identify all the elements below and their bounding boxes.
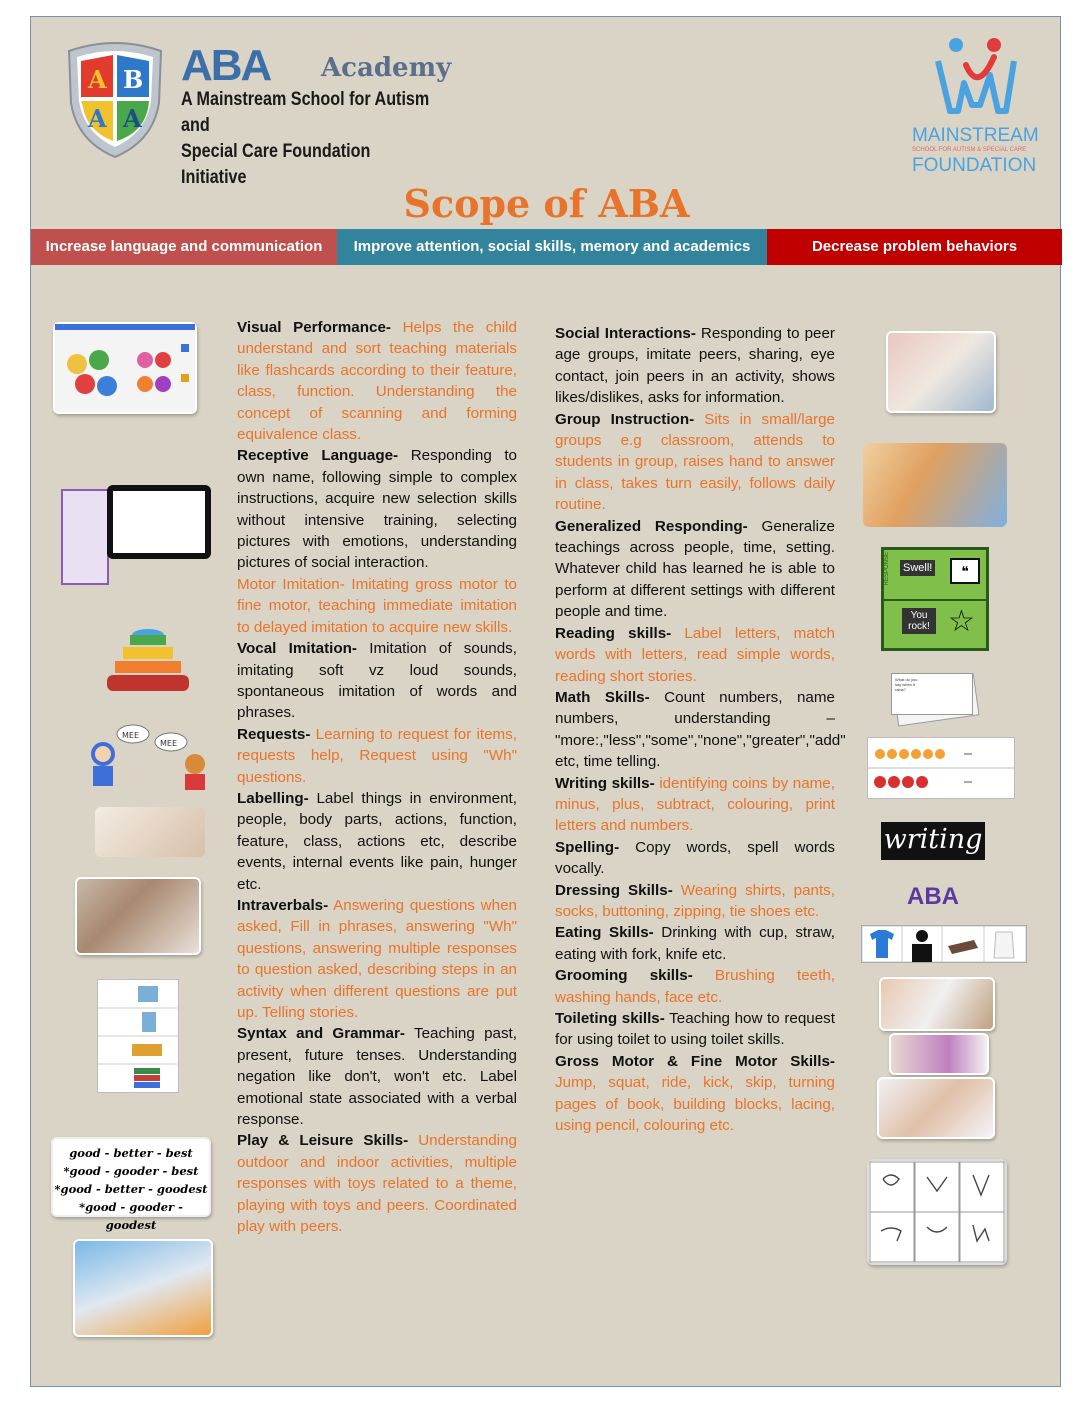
aba-label: ABA <box>907 883 959 910</box>
question-card-text: What do you say when it rains? <box>895 677 918 692</box>
tagline-line-1: A Mainstream School for Autism and <box>181 89 430 136</box>
skill-play-leisure: Play & Leisure Skills- Understanding outdoor and indoor activities, multiple responses with toys related to a theme, playing with toys and peers. Coordinated play with peers. <box>237 1132 517 1236</box>
brushing-teeth-image <box>889 1033 989 1075</box>
grammar-card <box>51 1137 211 1232</box>
skill-receptive-language: Receptive Language- Responding to own name, following simple to complex instructions, acquire new selection skills without intensive training, selecting pictures with emotions, understanding pictures of social interaction. <box>237 447 518 572</box>
skill-motor-imitation: Motor Imitation- Imitating gross motor to fine motor, teaching immediate imitation to delayed imitation to acquire new skills. <box>237 575 518 636</box>
skill-writing: Writing skills- identifying coins by name, minus, plus, subtract, colouring, print letters and numbers. <box>555 774 835 835</box>
aba-academy-wordmark <box>181 41 471 91</box>
vocal-imitation-image <box>85 722 215 792</box>
eating-image <box>879 977 995 1031</box>
band-language: Increase language and communication <box>31 229 337 265</box>
counting-apples-image <box>867 737 1015 799</box>
skill-vocal-imitation: Vocal Imitation- Imitation of sounds, imitating soft vz loud sounds, spontaneous imitation of words and phrases. <box>237 640 517 722</box>
bubble-2: MEE <box>160 739 178 748</box>
grammar-line-4: *good - gooder - goodest <box>79 1200 183 1232</box>
left-skill-column <box>237 317 517 1237</box>
star-icon: ☆ <box>948 605 975 638</box>
writing-sign: writing <box>881 822 985 860</box>
you-rock-card: You rock! <box>902 608 936 634</box>
social-play-image <box>886 331 996 413</box>
intraverbal-cards-image <box>97 979 179 1093</box>
skill-motor: Gross Motor & Fine Motor Skills- Jump, squat, ride, kick, skip, turning pages of book, building blocks, lacing, using pencil, colouring etc. <box>555 1052 835 1135</box>
shield-letter-2: B <box>123 65 144 94</box>
question-cards-image <box>887 669 979 723</box>
band-attention: Improve attention, social skills, memory and academics <box>337 229 767 265</box>
bubble-1: MEE <box>122 731 140 740</box>
brand-word: Academy <box>321 53 452 83</box>
skill-social-interactions: Social Interactions- Responding to peer age groups, imitate peers, sharing, eye contact, join peers in an activity, shows likes/dislikes, asks for information. <box>555 325 835 407</box>
skill-math: Math Skills- Count numbers, name numbers, understanding – "more:,"less","some","none","greater","add" etc, time telling. <box>555 688 846 771</box>
skill-grooming: Grooming skills- Brushing teeth, washing hands, face etc. <box>555 967 835 1006</box>
band-behaviors: Decrease problem behaviors <box>767 229 1062 265</box>
response-cards-image <box>881 547 989 651</box>
people-icon <box>906 35 1046 121</box>
response-side-label: RESPONSE <box>884 552 890 586</box>
tagline <box>181 87 436 191</box>
skill-requests: Requests- Learning to request for items, requests help, Request using "Wh" questions. <box>237 725 517 786</box>
brand-mark: ABA <box>181 41 271 90</box>
skill-labelling: Labelling- Label things in environment, people, body parts, actions, function, feature, class, actions etc, describe events, internal events like pain, hunger etc. <box>237 789 517 893</box>
washing-hands-image <box>877 1077 995 1139</box>
skill-intraverbals: Intraverbals- Answering questions when asked, Fill in phrases, answering "Wh" questions, answering multiple responses to question asked, describing steps in an activity when different questions are put up. Telling stories. <box>237 896 517 1021</box>
right-skill-column <box>555 323 846 1136</box>
skill-reading: Reading skills- Label letters, match words with letters, read simple words, reading short stories. <box>555 624 835 685</box>
speech-bubble-icon: ❝ <box>950 558 980 584</box>
poster <box>30 16 1061 1387</box>
toys-image <box>73 1239 213 1337</box>
stacking-rings-image <box>103 625 193 695</box>
shield-letter-4: A <box>123 104 142 133</box>
balloon-flashcard-image <box>53 322 197 414</box>
skill-dressing: Dressing Skills- Wearing shirts, pants, socks, buttoning, zipping, tie shoes etc. <box>555 881 835 920</box>
motor-skills-chart-image <box>867 1159 1007 1265</box>
grammar-line-3: *good - better - goodest <box>54 1182 208 1196</box>
tablet-cards-image <box>61 479 213 587</box>
children-labelling-image <box>75 877 201 955</box>
swell-card: Swell! <box>900 560 935 576</box>
skill-spelling: Spelling- Copy words, spell words vocally. <box>555 838 835 878</box>
skill-visual-performance: Visual Performance- Helps the child understand and sort teaching materials like flashcards according to their feature, class, function. Understanding the concept of scanning and forming equivalence class. <box>237 319 517 444</box>
foundation-line-2: SCHOOL FOR AUTISM & SPECIAL CARE <box>912 147 1027 153</box>
skill-toileting: Toileting skills- Teaching how to request for using toilet to using toilet skills. <box>555 1010 835 1049</box>
skill-generalized-responding: Generalized Responding- Generalize teachings across people, time, setting. Whatever child has learned he is able to perform at different settings with different people and time. <box>555 517 836 621</box>
grammar-line-1: good - better - best <box>69 1146 193 1160</box>
page-title: Scope of ABA <box>403 181 690 226</box>
aba-shield-logo <box>63 37 167 161</box>
skill-syntax-grammar: Syntax and Grammar- Teaching past, present, future tenses. Understanding negation like don't, won't etc. Label emotional state associated with a verbal response. <box>237 1025 518 1129</box>
shield-letter-1: A <box>88 65 107 94</box>
mainstream-foundation-logo <box>906 35 1046 176</box>
classroom-group-image <box>863 443 1007 527</box>
grammar-line-2: *good - gooder - best <box>63 1164 199 1178</box>
skill-eating: Eating Skills- Drinking with cup, straw, eating with fork, knife etc. <box>555 924 835 963</box>
skill-group-instruction: Group Instruction- Sits in small/large groups e.g classroom, attends to students in group, raises hand to answer in class, takes turn easily, follows daily routine. <box>555 410 835 514</box>
foundation-line-3: FOUNDATION <box>912 155 1037 176</box>
dressing-image <box>861 925 1027 963</box>
foundation-line-1: MAINSTREAM <box>912 125 1039 146</box>
shield-letter-3: A <box>88 104 107 133</box>
tagline-line-2: Special Care Foundation Initiative <box>181 141 371 188</box>
pointing-child-image <box>95 807 205 857</box>
